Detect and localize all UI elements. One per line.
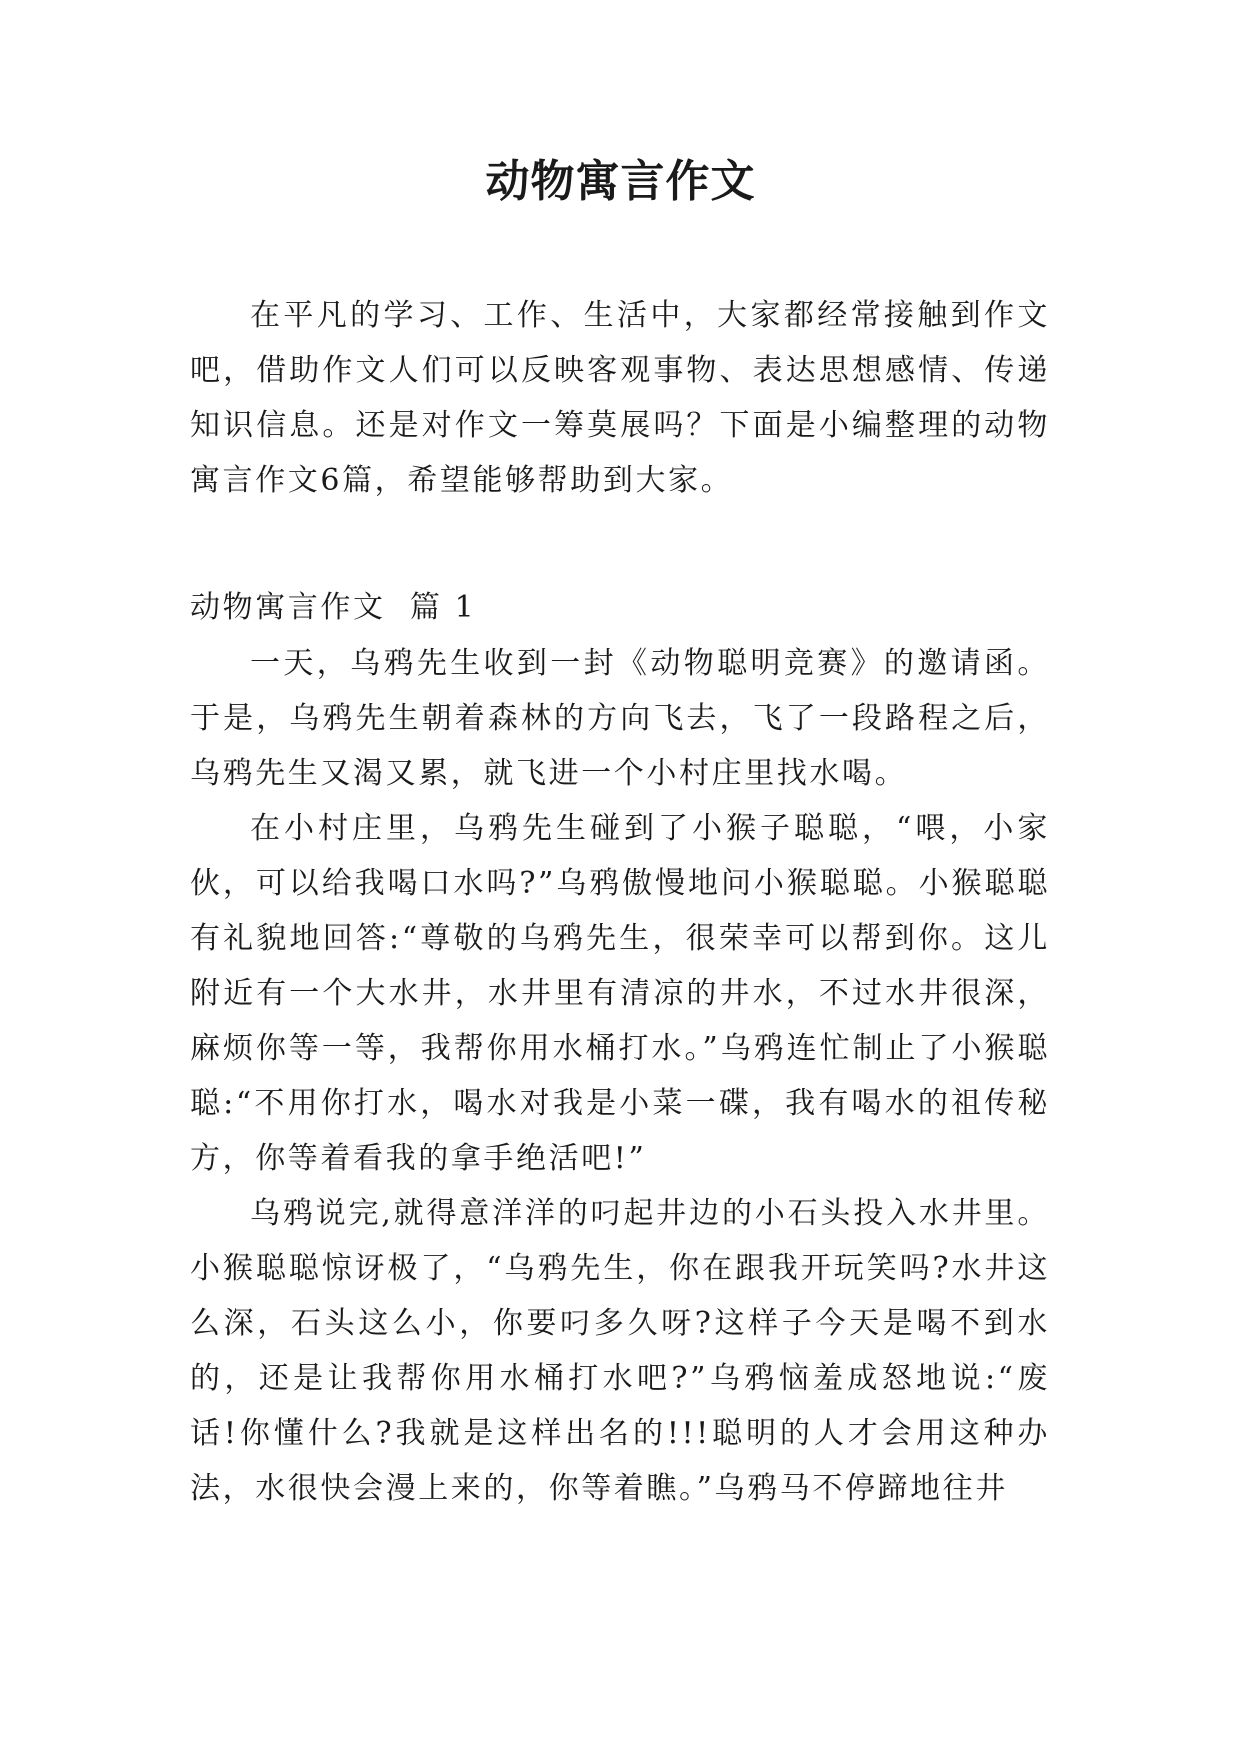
intro-paragraph: 在平凡的学习、工作、生活中，大家都经常接触到作文吧，借助作文人们可以反映客观事物、表达思想感情、传递知识信息。还是对作文一筹莫展吗？下面是小编整理的动物寓言作文6篇，希望能够帮助到大家。 [190, 298, 1050, 498]
intro-block [190, 288, 1050, 508]
story-paragraph-3: 乌鸦说完,就得意洋洋的叼起井边的小石头投入水井里。小猴聪聪惊讶极了，“乌鸦先生，你在跟我开玩笑吗?水井这么深，石头这么小，你要叼多久呀?这样子今天是喝不到水的，还是让我帮你用水桶打水吧?”乌鸦恼羞成怒地说:“废话!你懂什么?我就是这样出名的!!!聪明的人才会用这种办法，水很快会漫上来的，你等着瞧。”乌鸦马不停蹄地往井 [190, 1196, 1050, 1506]
story-block [190, 636, 1050, 1516]
document-title: 动物寓言作文 [485, 156, 756, 207]
story-paragraph-2: 在小村庄里，乌鸦先生碰到了小猴子聪聪，“喂，小家伙，可以给我喝口水吗?”乌鸦傲慢地问小猴聪聪。小猴聪聪有礼貌地回答:“尊敬的乌鸦先生，很荣幸可以帮到你。这儿附近有一个大水井，水井里有清凉的井水，不过水井很深，麻烦你等一等，我帮你用水桶打水。”乌鸦连忙制止了小猴聪聪:“不用你打水，喝水对我是小菜一碟，我有喝水的祖传秘方，你等着看我的拿手绝活吧!” [190, 811, 1050, 1176]
section-heading: 动物寓言作文 篇 1 [190, 590, 477, 625]
story-paragraph-1: 一天，乌鸦先生收到一封《动物聪明竞赛》的邀请函。于是，乌鸦先生朝着森林的方向飞去，飞了一段路程之后，乌鸦先生又渴又累，就飞进一个小村庄里找水喝。 [190, 646, 1050, 791]
